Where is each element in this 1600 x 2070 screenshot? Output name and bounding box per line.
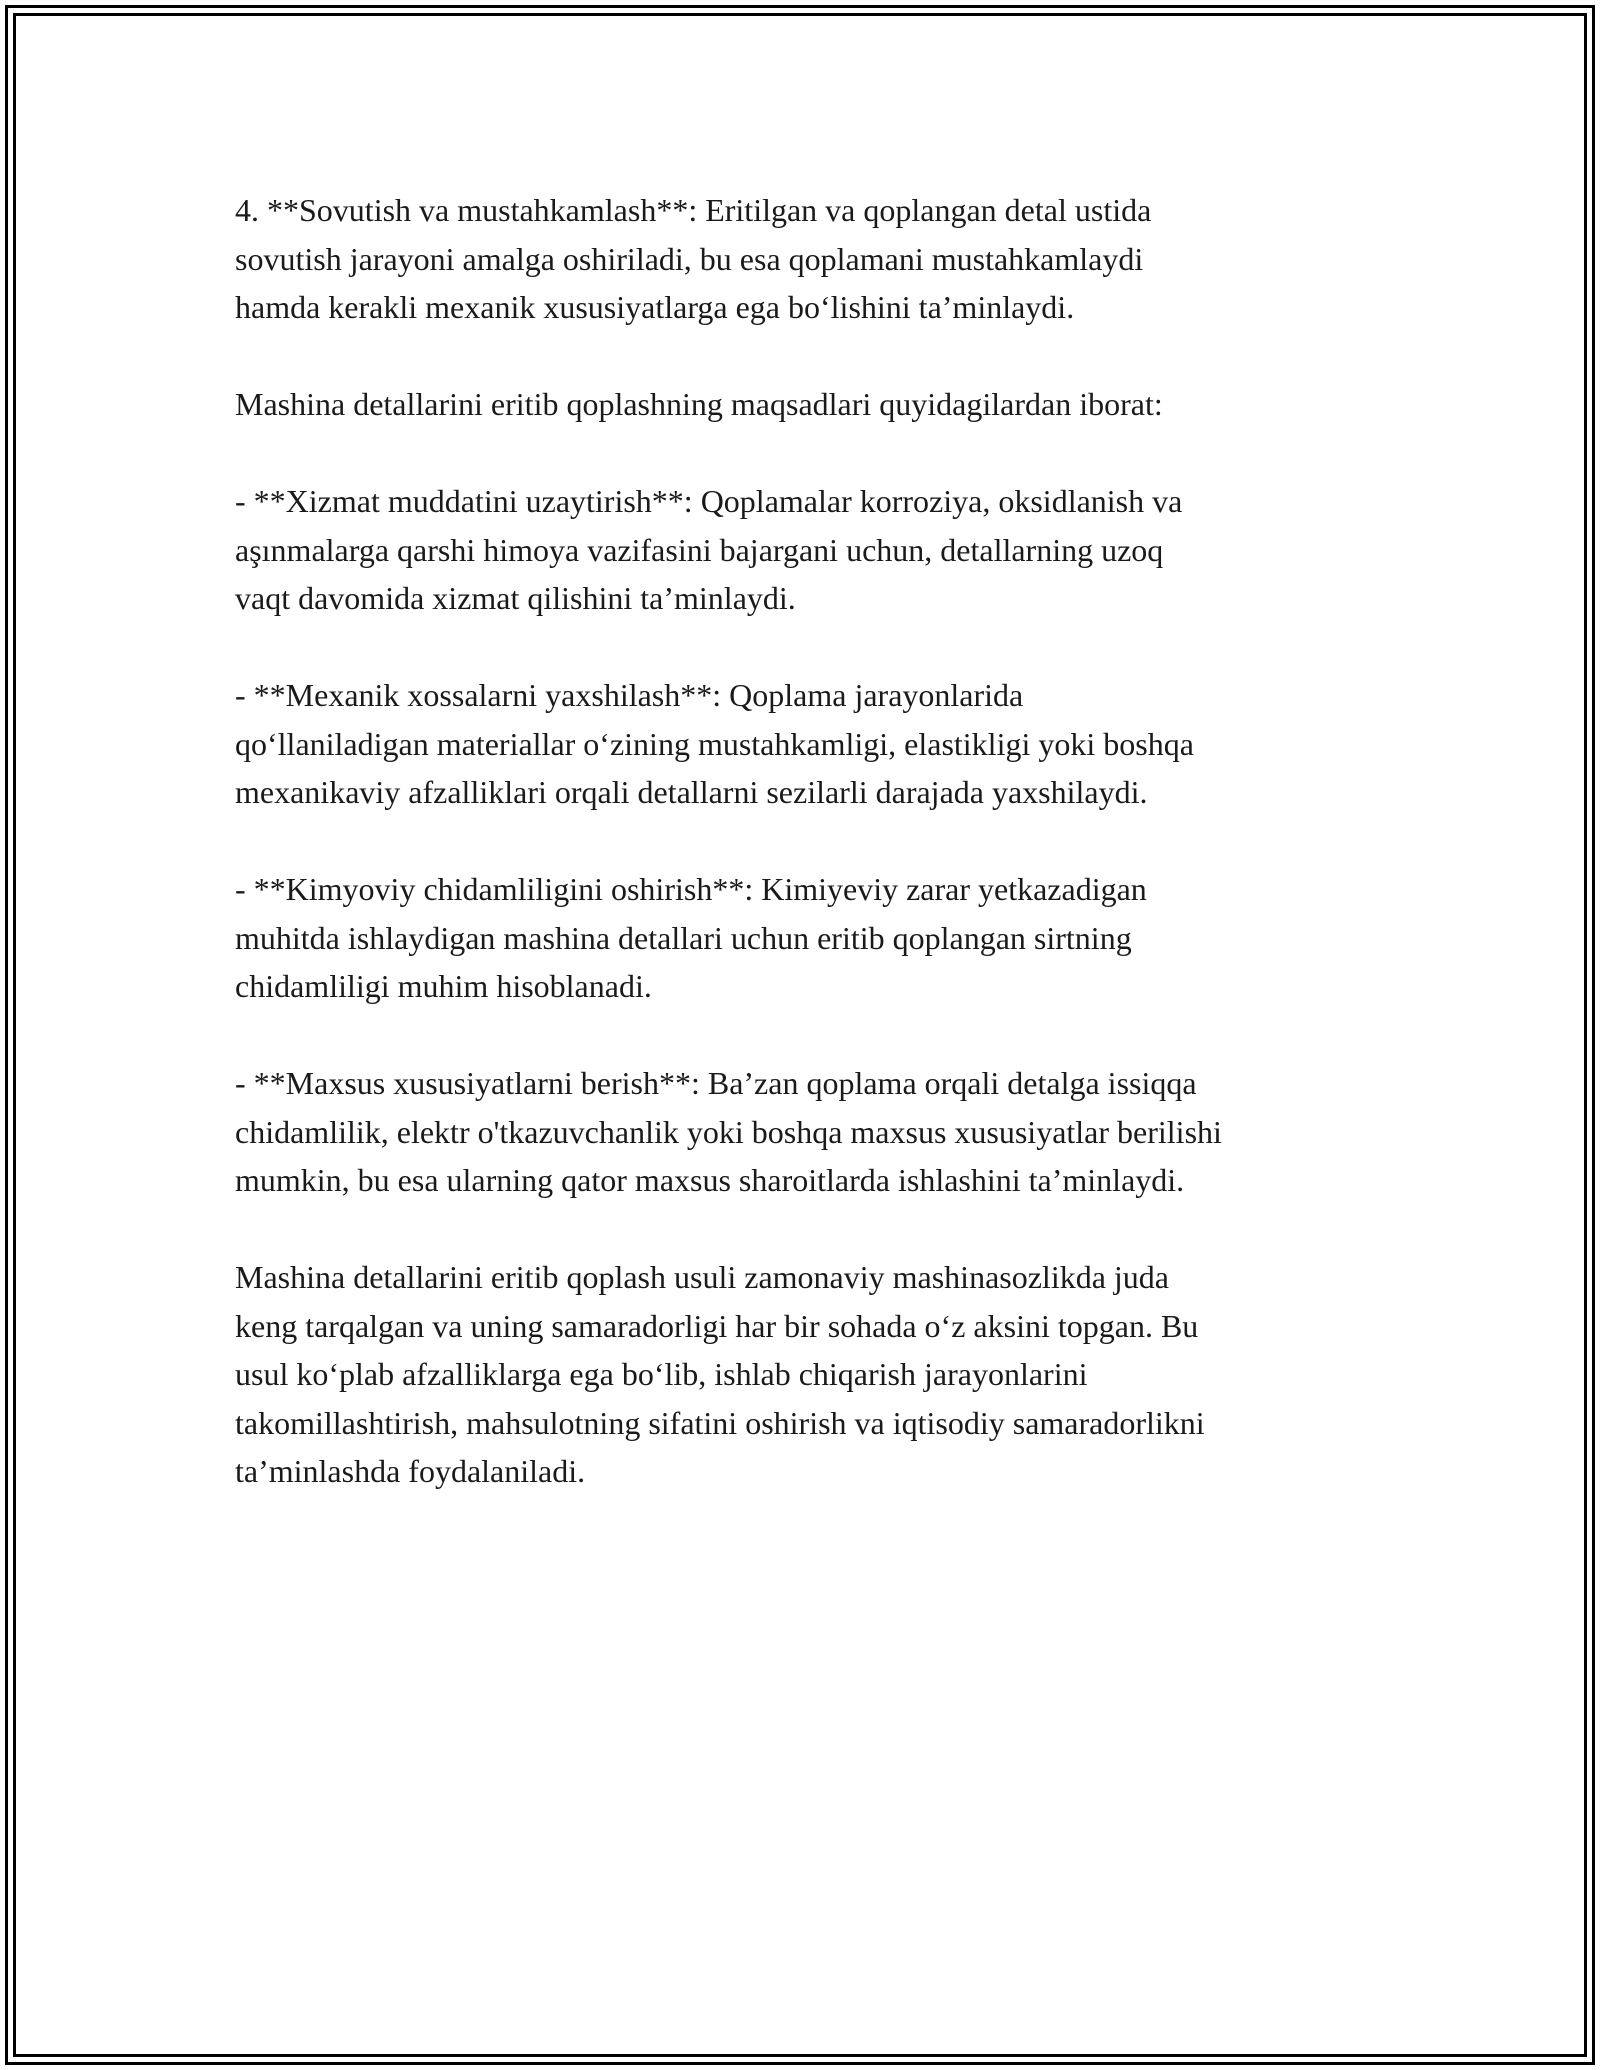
paragraph-cooling-step: 4. **Sovutish va mustahkamlash**: Eritilgan va qoplangan detal ustida sovutish jarayoni amalga oshiriladi, bu esa qoplamani mustahkamlaydi hamda kerakli mexanik xususiyatlarga ega bo‘lishini ta’minlaydi. — [235, 192, 1152, 325]
paragraph-chemical-resistance: - **Kimyoviy chidamliligini oshirish**: Kimiyeviy zarar yetkazadigan muhitda ishlaydigan mashina detallari uchun eritib qoplangan sirtning chidamliligi muhim hisoblanadi. — [235, 871, 1147, 1004]
paragraph-special-properties: - **Maxsus xususiyatlarni berish**: Ba’zan qoplama orqali detalga issiqqa chidamlilik, elektr o'tkazuvchanlik yoki boshqa maxsus xususiyatlar berilishi mumkin, bu esa ularning qator maxsus sharoitlarda ishlashini ta’minlaydi. — [235, 1065, 1222, 1198]
paragraph-conclusion: Mashina detallarini eritib qoplash usuli zamonaviy mashinasozlikda juda keng tarqalgan va uning samaradorligi har bir sohada o‘z aksini topgan. Bu usul ko‘plab afzalliklarga ega bo‘lib, ishlab chiqarish jarayonlarini takomillashtirish, mahsulotning sifatini oshirish va iqtisodiy samaradorlikni ta’minlashda foydalaniladi. — [235, 1259, 1205, 1489]
document-body — [235, 186, 1395, 1544]
paragraph-service-life: - **Xizmat muddatini uzaytirish**: Qoplamalar korroziya, oksidlanish va aşınmalarga qarshi himoya vazifasini bajargani uchun, detallarning uzoq vaqt davomida xizmat qilishini ta’minlaydi. — [235, 483, 1183, 616]
paragraph-goals-intro: Mashina detallarini eritib qoplashning maqsadlari quyidagilardan iborat: — [235, 386, 1163, 422]
paragraph-mechanical-properties: - **Mexanik xossalarni yaxshilash**: Qoplama jarayonlarida qo‘llaniladigan materiallar o‘zining mustahkamligi, elastikligi yoki boshqa mexanikaviy afzalliklari orqali detallarni sezilarli darajada yaxshilaydi. — [235, 677, 1194, 810]
